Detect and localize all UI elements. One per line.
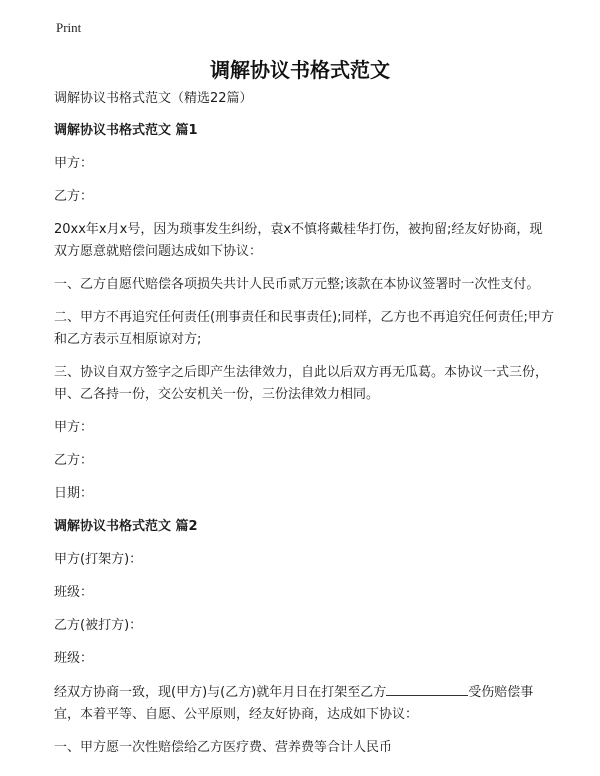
clause-3: 三、协议自双方签字之后即产生法律效力，自此以后双方再无瓜葛。本协议一式三份，甲、乙各持一份，交公安机关一份，三份法律效力相同。 (54, 365, 549, 402)
document-title: 调解协议书格式范文 (210, 58, 390, 82)
section-heading-2: 调解协议书格式范文 篇2 (54, 519, 198, 534)
signature-party-b: 乙方： (54, 453, 94, 468)
paragraph-text-after-blank: 受伤赔偿事宜，本着平等、自愿、公平原则，经友好协商，达成如下协议： (54, 685, 534, 722)
clause-1: 一、乙方自愿代赔偿各项损失共计人民币贰万元整;该款在本协议签署时一次性支付。 (54, 277, 540, 292)
clause-1: 一、甲方愿一次性赔偿给乙方医疗费、营养费等合计人民币 (54, 740, 393, 755)
print-link[interactable]: Print (56, 20, 82, 35)
party-b-label: 乙方： (54, 189, 94, 204)
intro-line: 调解协议书格式范文（精选22篇） (54, 91, 253, 106)
signature-date: 日期： (54, 486, 94, 501)
class-label: 班级： (54, 585, 94, 600)
class-label: 班级： (54, 651, 94, 666)
clause-2: 二、甲方不再追究任何责任(刑事责任和民事责任);同样，乙方也不再追究任何责任;甲方和乙方表示互相原谅对方; (54, 310, 554, 347)
party-a-label: 甲方： (54, 156, 94, 171)
party-a-label: 甲方(打架方)： (54, 552, 143, 567)
signature-party-a: 甲方： (54, 420, 94, 435)
paragraph (54, 681, 554, 726)
party-b-label: 乙方(被打方)： (54, 618, 143, 633)
fill-in-blank (386, 681, 468, 696)
section-heading-1: 调解协议书格式范文 篇1 (54, 123, 198, 138)
paragraph: 20xx年x月x号，因为琐事发生纠纷，袁x不慎将戴桂华打伤，被拘留;经友好协商，现双方愿意就赔偿问题达成如下协议： (54, 222, 543, 259)
paragraph-text-before-blank: 经双方协商一致，现(甲方)与(乙方)就年月日在打架至乙方 (54, 685, 387, 700)
document-body (54, 88, 554, 759)
